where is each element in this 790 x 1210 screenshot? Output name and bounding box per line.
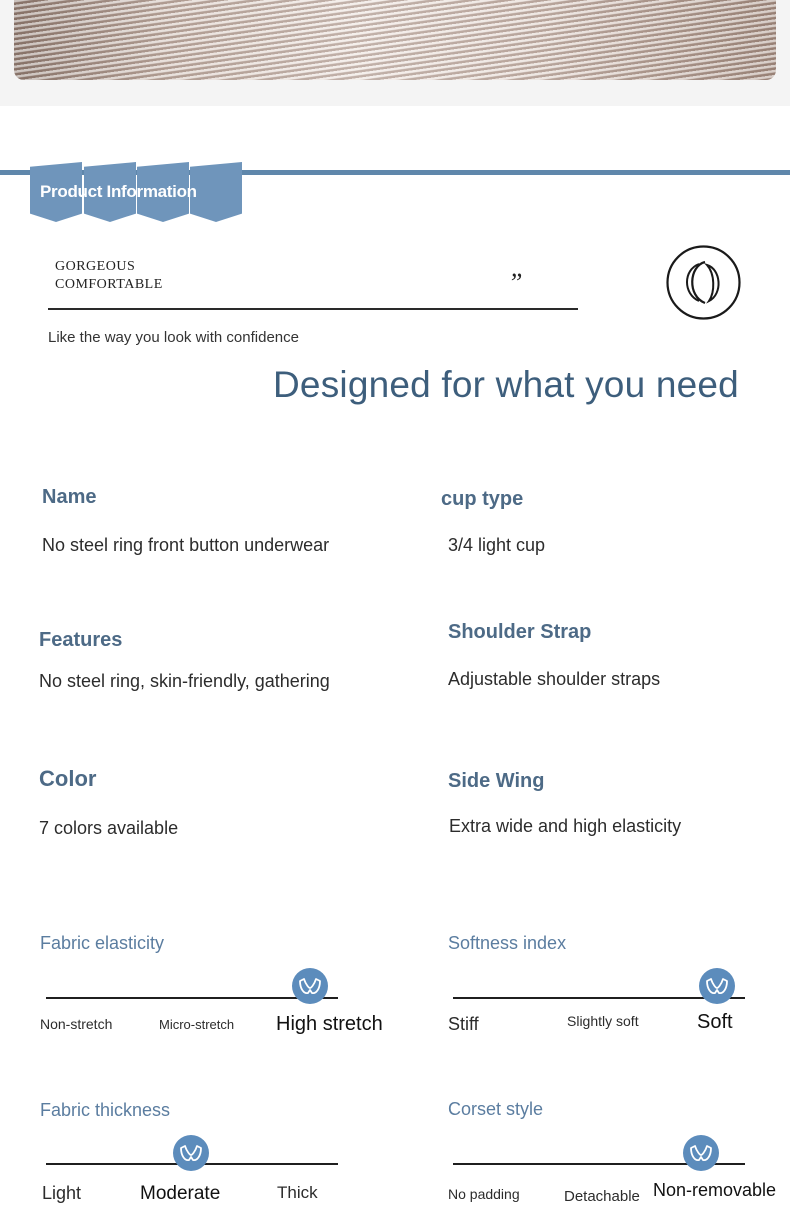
bra-icon	[699, 968, 735, 1004]
spec-value-name: No steel ring front button underwear	[42, 535, 330, 555]
bra-icon	[683, 1135, 719, 1171]
section-tab-label: Product Information	[40, 182, 197, 201]
scale-title-corset: Corset style	[448, 1099, 544, 1119]
spec-label-color: Color	[39, 766, 97, 791]
spec-label-features: Features	[39, 629, 123, 651]
scale-option-selected: Non-removable	[653, 1180, 777, 1200]
scale-option: Micro-stretch	[159, 1017, 235, 1032]
spec-value-side-wing: Extra wide and high elasticity	[449, 816, 682, 836]
scale-option: Non-stretch	[40, 1016, 113, 1032]
spec-value-color: 7 colors available	[39, 818, 179, 838]
bra-icon	[292, 968, 328, 1004]
scale-option: Slightly soft	[567, 1013, 639, 1029]
hero-area	[0, 0, 790, 106]
slogan: Like the way you look with confidence	[48, 329, 299, 346]
scale-option: Stiff	[448, 1014, 479, 1034]
scale-option-selected: Moderate	[140, 1183, 221, 1204]
product-fabric-image	[14, 0, 776, 80]
scale-title-elasticity: Fabric elasticity	[40, 933, 165, 953]
spec-label-side-wing: Side Wing	[448, 770, 545, 792]
spec-value-cup-type: 3/4 light cup	[448, 535, 546, 555]
tagline-line1: GORGEOUS	[55, 259, 136, 274]
page-heading: Designed for what you need	[273, 364, 739, 405]
tagline-divider	[48, 308, 578, 310]
spec-value-features: No steel ring, skin-friendly, gathering	[39, 671, 330, 691]
spec-value-shoulder-strap: Adjustable shoulder straps	[448, 669, 661, 689]
scale-option: Detachable	[564, 1188, 640, 1205]
spec-label-cup-type: cup type	[441, 488, 524, 510]
scale-option: No padding	[448, 1186, 520, 1202]
brand-logo-icon	[665, 244, 742, 321]
scale-option-selected: High stretch	[276, 1013, 383, 1035]
tagline-line2: COMFORTABLE	[55, 277, 163, 292]
scale-option-selected: Soft	[697, 1011, 733, 1033]
spec-label-shoulder-strap: Shoulder Strap	[448, 621, 592, 643]
bra-icon	[173, 1135, 209, 1171]
scale-option: Thick	[277, 1183, 318, 1202]
tagline	[55, 258, 163, 294]
quote-mark: ”	[508, 268, 523, 297]
section-tab	[30, 162, 242, 222]
spec-label-name: Name	[42, 486, 97, 508]
scale-title-thickness: Fabric thickness	[40, 1100, 171, 1120]
scale-option: Light	[42, 1183, 82, 1203]
scale-title-softness: Softness index	[448, 933, 567, 953]
